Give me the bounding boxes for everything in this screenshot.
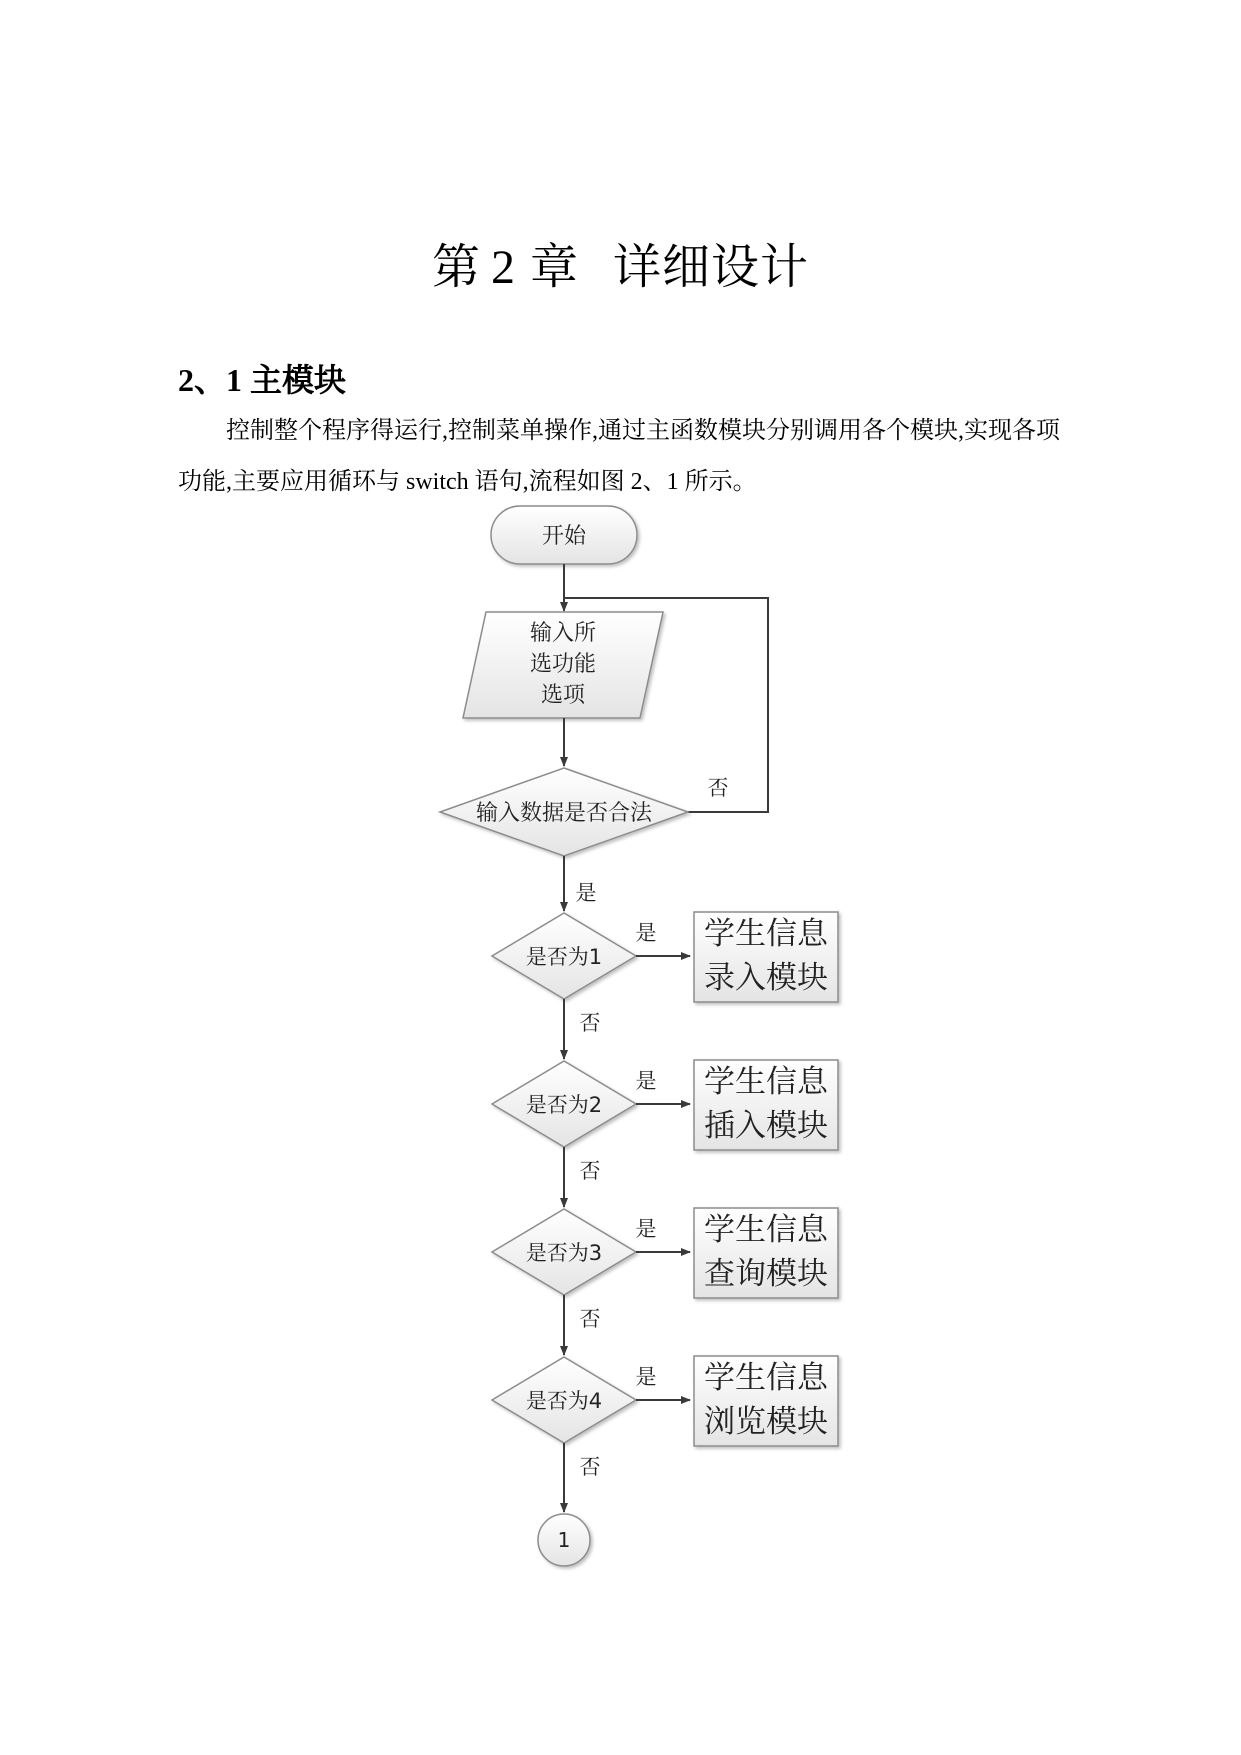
- body-paragraph: 控制整个程序得运行,控制菜单操作,通过主函数模块分别调用各个模块,实现各项功能,主要应用循环与 switch 语句,流程如图 2、1 所示。: [178, 418, 1060, 495]
- no-label: 否: [579, 1159, 601, 1183]
- module-line: 浏览模块: [704, 1404, 828, 1440]
- no-label: 否: [579, 1011, 601, 1035]
- section-heading: 2、1 主模块: [178, 362, 347, 398]
- no-label: 否: [579, 1307, 601, 1331]
- chapter-number: 2: [490, 241, 516, 294]
- connector-label: 1: [557, 1528, 571, 1552]
- chapter-prefix: 第: [431, 239, 481, 295]
- module-line: 录入模块: [704, 960, 828, 996]
- decision-label: 是否为3: [525, 1241, 603, 1265]
- module-line: 学生信息: [704, 1064, 828, 1100]
- validate-no-label: 否: [707, 776, 729, 800]
- chapter-name: 详细设计: [613, 239, 810, 295]
- module-line: 学生信息: [704, 916, 828, 952]
- yes-label: 是: [635, 1365, 657, 1389]
- validate-label: 输入数据是否合法: [475, 801, 653, 826]
- module-line: 查询模块: [704, 1256, 828, 1292]
- input-line: 选功能: [529, 652, 597, 677]
- input-line: 输入所: [529, 621, 597, 646]
- module-line: 学生信息: [704, 1212, 828, 1248]
- yes-label: 是: [635, 921, 657, 945]
- decision-label: 是否为4: [525, 1389, 603, 1413]
- module-line: 插入模块: [704, 1108, 828, 1144]
- module-line: 学生信息: [704, 1360, 828, 1396]
- yes-label: 是: [635, 1069, 657, 1093]
- chapter-suffix: 章: [529, 239, 579, 295]
- start-label: 开始: [541, 524, 587, 549]
- yes-label: 是: [635, 1217, 657, 1241]
- decision-label: 是否为1: [525, 945, 603, 969]
- no-label: 否: [579, 1455, 601, 1479]
- decision-label: 是否为2: [525, 1093, 603, 1117]
- input-line: 选项: [540, 683, 586, 708]
- validate-yes-label: 是: [575, 881, 597, 905]
